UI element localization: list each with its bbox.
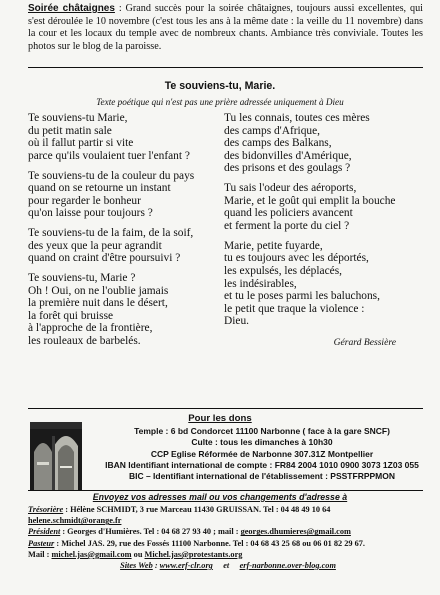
websites-sep: : — [152, 561, 160, 571]
poem-subtitle: Texte poétique qui n'est pas une prière adressée uniquement à Dieu — [96, 97, 344, 107]
websites-and: et — [212, 561, 240, 571]
treasurer-mail-row — [28, 515, 428, 526]
poem-line: et ferment la porte du ciel ? — [224, 219, 350, 232]
treasurer-info: : Hélène SCHMIDT, 3 rue Marceau 11430 GRUISSAN. Tel : 04 48 49 10 64 — [63, 505, 331, 514]
president-label: Président — [28, 527, 61, 537]
poem-line: des camps des Balkans, — [224, 137, 332, 150]
donations-title: Pour les dons — [188, 413, 252, 424]
poem-line: à l'approche de la frontière, — [28, 322, 153, 335]
poem-line: Te souviens-tu, Marie ? — [28, 272, 136, 285]
website-link-1[interactable]: www.erf-clr.org — [159, 561, 213, 571]
website-link-2[interactable]: erf-narbonne.over-blog.com — [239, 561, 336, 571]
poem-line: Marie, petite fuyarde, — [224, 239, 323, 252]
pastor-email-link-1[interactable]: michel.jas@gmail.com — [51, 549, 132, 559]
pastor-info: : Michel JAS. 29, rue des Fossés 11100 Narbonne. Tel : 04 68 43 25 68 ou 06 01 82 29 67. — [54, 538, 365, 548]
poem-line: Dieu. — [224, 315, 249, 328]
poem-line: quand on se retourne un instant — [28, 182, 171, 195]
poem-line: des bidonvilles d'Amérique, — [224, 149, 352, 162]
poem-line: quand les policiers avancent — [224, 207, 353, 220]
pastor-label: Pasteur — [28, 538, 55, 548]
poem-line: des yeux que la peur agrandit — [28, 239, 162, 252]
iban: IBAN Identifiant international de compte : FR84 2004 1010 0900 3073 1Z03 055 — [105, 459, 419, 470]
poem-line: des camps d'Afrique, — [224, 124, 320, 137]
president-email-link[interactable]: georges.dhumieres@gmail.com — [240, 527, 351, 537]
poem-line: du petit matin sale — [28, 124, 112, 137]
temple-arches-image — [30, 422, 82, 490]
websites-row — [28, 560, 428, 571]
president-row — [28, 526, 428, 537]
poem-line: les expulsés, les déplacés, — [224, 264, 342, 277]
poem-line: quand on craint d'être poursuivi ? — [28, 252, 181, 265]
pastor-mail-row — [28, 549, 428, 560]
poem-stanza — [224, 182, 434, 232]
poem-line: Te souviens-tu de la couleur du pays — [28, 169, 195, 182]
mail-prefix: Mail : — [28, 549, 52, 559]
poem-right-column — [224, 112, 434, 349]
pastor-email-link-2[interactable]: Michel.jas@protestants.org — [144, 549, 243, 559]
poem-title: Te souviens-tu, Marie. — [164, 80, 276, 92]
temple-photo — [30, 422, 82, 490]
poem-stanza — [224, 112, 434, 175]
poem-line: les indésirables, — [224, 277, 297, 290]
divider-bottom — [28, 490, 423, 491]
poem-line: des prisons et des goulags ? — [224, 162, 351, 175]
treasurer-email-link[interactable]: helene.schmidt@orange.fr — [28, 516, 122, 526]
treasurer-row — [28, 504, 428, 515]
poem-stanza — [224, 240, 434, 328]
mail-separator: ou — [131, 549, 145, 559]
poem-left-column — [28, 112, 228, 355]
poem-stanza — [28, 112, 228, 162]
contact-heading: Envoyez vos adresses mail ou vos changements d'adresse à — [92, 492, 348, 502]
poem-line: pour regarder le bonheur — [28, 194, 141, 207]
poem-line: Tu les connais, toutes ces mères — [224, 112, 370, 124]
president-info: : Georges d'Humières. Tel : 04 68 27 93 40 ; mail : — [60, 527, 241, 537]
poem-stanza — [28, 272, 228, 348]
bic: BIC – Identifiant international de l'établissement : PSSTFRPPMON — [128, 471, 396, 482]
poem-stanza — [28, 170, 228, 220]
poem-line: la première nuit dans le désert, — [28, 297, 168, 310]
intro-lead: Soirée châtaignes — [28, 3, 115, 14]
pastor-row — [28, 538, 428, 549]
temple-address: Temple : 6 bd Condorcet 11100 Narbonne ( face à la gare SNCF) — [134, 426, 390, 436]
divider-middle — [28, 408, 423, 409]
poem-line: Oh ! Oui, on ne l'oublie jamais — [28, 284, 169, 297]
poem-line: les rouleaux de barbelés. — [28, 335, 141, 348]
poem-line: Tu sais l'odeur des aéroports, — [224, 182, 357, 195]
service-time: Culte : tous les dimanches à 10h30 — [191, 437, 333, 448]
poem-line: le petit que traque la violence : — [224, 302, 365, 315]
poem-line: parce qu'ils voulaient tuer l'enfant ? — [28, 149, 190, 162]
poem-author: Gérard Bessière — [333, 336, 396, 348]
donations-info — [86, 426, 438, 482]
poem-line: Te souviens-tu de la faim, de la soif, — [28, 227, 194, 240]
ccp-account: CCP Eglise Réformée de Narbonne 307.31Z Montpellier — [150, 448, 374, 459]
poem-line: et tu le poses parmi les baluchons, — [224, 290, 380, 303]
poem-stanza — [28, 227, 228, 265]
divider-top — [28, 67, 423, 68]
intro-text: : Grand succès pour la soirée châtaignes, toujours aussi excellentes, qui s'est déroulée le 10 novembre (c'est tous les ans à la même date : la veille du 11 novembre) dans la cour et les locaux du temple avec de nombreux chants. Ambiance très conviviale. Toutes les photos sur le blog de la paroisse. — [28, 3, 424, 52]
poem-line: la forêt qui bruisse — [28, 309, 114, 322]
poem-line: Te souviens-tu Marie, — [28, 112, 128, 124]
websites-label: Sites Web — [120, 561, 153, 571]
treasurer-label: Trésorière — [28, 505, 64, 514]
poem-line: où il fallut partir si vite — [28, 137, 134, 150]
intro-paragraph — [28, 3, 423, 53]
contacts-block — [28, 504, 428, 571]
poem-line: Marie, et le goût qui emplit la bouche — [224, 194, 396, 207]
poem-line: qu'on laisse pour toujours ? — [28, 207, 153, 220]
poem-line: tu es toujours avec les déportés, — [224, 252, 369, 265]
